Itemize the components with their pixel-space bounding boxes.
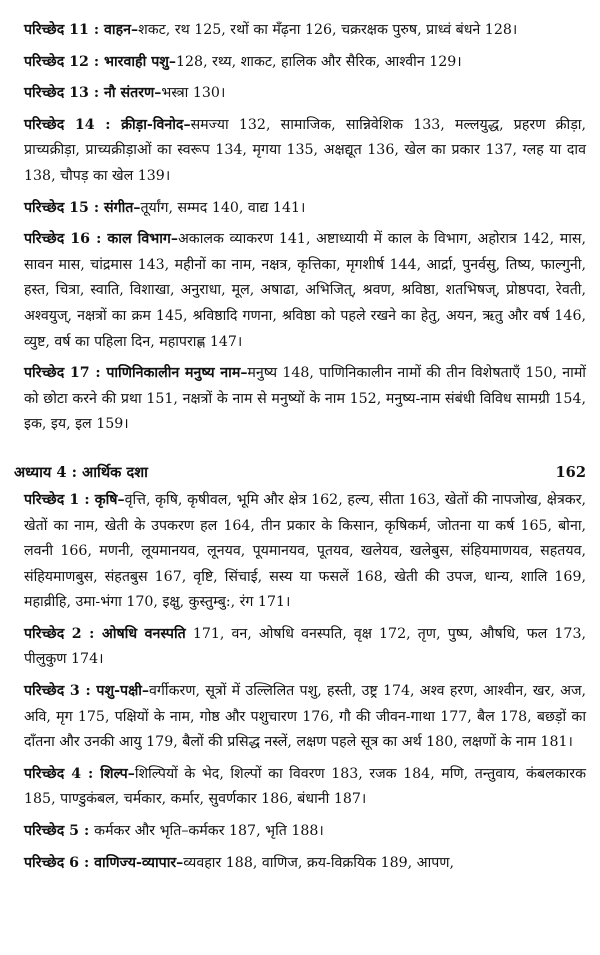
section-entry: [14, 622, 586, 673]
section-entry: [14, 819, 586, 845]
section-entry: [14, 488, 586, 616]
section-text: तूर्यांग, सम्मद 140, वाद्य 141।: [140, 199, 306, 216]
chapter-page-number: 162: [555, 463, 586, 481]
section-entry: [14, 196, 586, 222]
chapter-title: अध्याय 4 : आर्थिक दशा: [14, 463, 148, 481]
section-label: परिच्छेद 11 : वाहन–: [24, 22, 139, 38]
section-text: 128, रथ्य, शाकट, हालिक और सैरिक, आश्वीन 129।: [176, 53, 462, 70]
section-text: वृत्ति, कृषि, कृषीवल, भूमि और क्षेत्र 162, हल्य, सीता 163, खेतों की नापजोख, क्षेत्रकर, खेतों का नाम, खेती के उपकरण हल 164, तीन प्रकार के किसान, कृषिकर्म, जोतना या कर्ष 165, बोना, लवनी 166, मणनी, लूयमानयव, लूनयव, पूयमानयव, पूतयव, खलेयव, खलेबुस, संहियमाणयव, सहतयव, संहियमाणबुस, संहतबुस 167, वृष्टि, सिंचाई, सस्य या फसलें 168, खेती की उपज, धान्य, शालि 169, महाव्रीहि, उमा-भंगा 170, इक्षु, कुस्तुम्बु:, रंग 171।: [24, 491, 587, 611]
section-text: अकालक व्याकरण 141, अष्टाध्यायी में काल के विभाग, अहोरात्र 142, मास, सावन मास, चांद्रमास 143, महीनों का नाम, नक्षत्र, कृत्तिका, मृगशीर्ष 144, आर्द्रा, पुनर्वसु, तिष्य, फाल्गुनी, हस्त, चित्रा, स्वाति, विशाखा, अनुराधा, मूल, अषाढा, अभिजित्, श्रवण, श्रविष्ठा, शतभिषज्, प्रोष्ठपदा, रेवती, अश्वयुज्, नक्षत्रों का क्रम 145, श्रविष्ठादि गणना, श्रविष्ठा को पहले रखने का हेतु, अयन, ऋतु और वर्ष 146, व्युष्ट, वर्ष का पहिला दिन, महापराह्ण 147।: [24, 231, 586, 350]
section-text: मनुष्य 148, पाणिनिकालीन नामों की तीन विशेषताएँ 150, नामों को छोटा करने की प्रथा 151, नक्षत्रों के नाम से मनुष्यों के नाम 152, मनुष्य-नाम संबंधी विविध सामग्री 154, इक, इय, इल 159।: [24, 365, 586, 433]
section-text: शिल्पियों के भेद, शिल्पों का विवरण 183, रजक 184, मणि, तन्तुवाय, कंबलकारक 185, पाण्डुकंबल, चर्मकार, कर्मार, सुवर्णकार 186, बंधानी 187।: [24, 765, 586, 808]
section-text: भस्त्रा 130।: [161, 85, 226, 102]
section-entry: [14, 762, 586, 813]
section-label: परिच्छेद 12 : भारवाही पशु–: [24, 53, 176, 70]
section-label: परिच्छेद 15 : संगीत–: [24, 199, 141, 216]
section-text: व्यवहार 188, वाणिज, क्रय-विक्रयिक 189, आपण,: [183, 854, 455, 871]
section-label: परिच्छेद 14 : क्रीड़ा-विनोद–: [24, 116, 191, 133]
section-label: परिच्छेद 4 : शिल्प–: [24, 765, 135, 782]
section-label: परिच्छेद 2 : ओषधि वनस्पति: [24, 625, 186, 642]
chapter-heading: [14, 460, 586, 486]
section-entry: [14, 361, 586, 438]
section-entry: [14, 851, 586, 877]
section-label: परिच्छेद 17 : पाणिनिकालीन मनुष्य नाम–: [24, 365, 248, 382]
section-label: परिच्छेद 13 : नौ संतरण–: [24, 85, 162, 102]
section-text: कर्मकर और भृति–कर्मकर 187, भृति 188।: [94, 823, 324, 840]
section-text: 171, वन, ओषधि वनस्पति, वृक्ष 172, तृण, पुष्प, औषधि, फल 173, पीलुकुण 174।: [24, 625, 586, 668]
section-text: शकट, रथ 125, रथों का मँढ़ना 126, चक्ररक्षक पुरुष, प्राध्वं बंधने 128।: [138, 22, 518, 38]
section-label: परिच्छेद 6 : वाणिज्य-व्यापार–: [24, 854, 184, 871]
section-text: वर्गीकरण, सूत्रों में उल्लिलित पशु, हस्ती, उष्ट्र 174, अश्व हरण, आश्वीन, खर, अज, अवि, मृग 175, पक्षियों के नाम, गोष्ठ और पशुचारण 176, गौ की जीवन-गाथा 177, बैल 178, बछड़ों का दाँतना और उनकी आयु 179, बैलों की प्रसिद्ध नस्लें, लक्षण पहले सूत्र का अर्थ 180, लक्षणों के नाम 181।: [24, 683, 586, 751]
section-label: परिच्छेद 3 : पशु-पक्षी–: [24, 683, 150, 700]
section-entry: [14, 227, 586, 355]
section-entry: [14, 50, 586, 76]
section-label: परिच्छेद 16 : काल विभाग–: [24, 231, 178, 248]
section-text: समज्या 132, सामाजिक, सान्निवेशिक 133, मल्लयुद्ध, प्रहरण क्रीड़ा, प्राच्यक्रीड़ा, प्राच्यक्रीड़ाओं का स्वरूप 134, मृगया 135, अक्षद्यूत 136, खेल का प्रकार 137, ग्लह या दाव 138, चौपड़ का खेल 139।: [24, 116, 586, 184]
section-entry: [14, 81, 586, 107]
section-label: परिच्छेद 5 :: [24, 823, 95, 840]
entry-list-before: [14, 18, 586, 438]
section-entry: [14, 18, 586, 44]
section-label: परिच्छेद 1 : कृषि–: [24, 491, 125, 508]
section-entry: [14, 679, 586, 756]
entry-list-after: [14, 488, 586, 876]
section-entry: [14, 113, 586, 190]
